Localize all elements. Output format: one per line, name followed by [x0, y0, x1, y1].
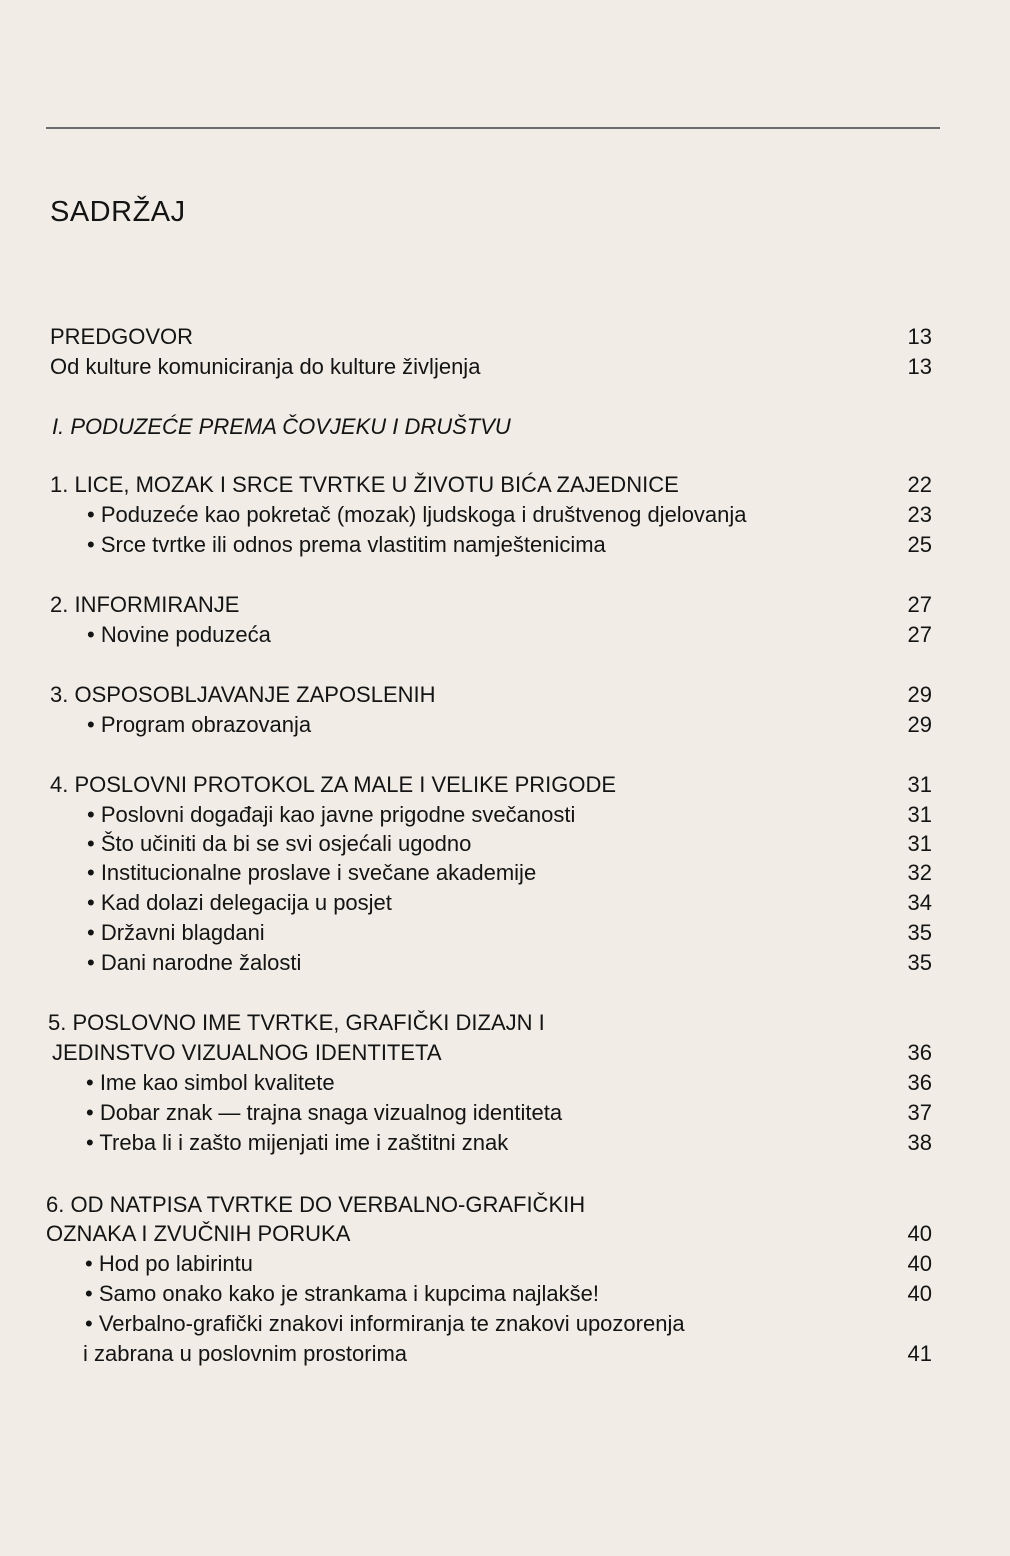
entry-page: 34: [907, 890, 932, 915]
entry-title: 3. OSPOSOBLJAVANJE ZAPOSLENIH: [50, 682, 436, 707]
toc-entry: [0, 948, 1010, 978]
entry-page: 36: [907, 1040, 932, 1065]
entry-page: 29: [907, 682, 932, 707]
entry-title: JEDINSTVO VIZUALNOG IDENTITETA: [52, 1040, 442, 1065]
entry-title: • Poslovni događaji kao javne prigodne svečanosti: [87, 802, 576, 827]
entry-page: 31: [907, 802, 932, 827]
entry-title: • Hod po labirintu: [85, 1251, 253, 1276]
entry-title: OZNAKA I ZVUČNIH PORUKA: [46, 1221, 351, 1246]
toc-entry: [0, 590, 1010, 620]
toc-entry: [0, 1309, 1010, 1339]
toc-entry: [0, 710, 1010, 740]
toc-entry: [0, 829, 1010, 859]
toc-entry: [0, 1339, 1010, 1369]
entry-title: 5. POSLOVNO IME TVRTKE, GRAFIČKI DIZAJN I: [48, 1010, 545, 1035]
toc-entry: [0, 352, 1010, 382]
entry-title: Od kulture komuniciranja do kulture življenja: [50, 354, 481, 379]
entry-title: 6. OD NATPISA TVRTKE DO VERBALNO-GRAFIČKIH: [46, 1192, 586, 1217]
entry-title: • Kad dolazi delegacija u posjet: [87, 890, 392, 915]
entry-title: 4. POSLOVNI PROTOKOL ZA MALE I VELIKE PRIGODE: [50, 772, 617, 797]
toc-heading: SADRŽAJ: [50, 196, 186, 228]
toc-entry: [0, 500, 1010, 530]
part-title: I. PODUZEĆE PREMA ČOVJEKU I DRUŠTVU: [52, 414, 511, 439]
entry-page: 41: [907, 1341, 932, 1366]
entry-page: 29: [907, 712, 932, 737]
entry-page: 38: [907, 1130, 932, 1155]
entry-page: 40: [907, 1281, 932, 1306]
entry-page: 13: [907, 324, 932, 349]
entry-title: • Treba li i zašto mijenjati ime i zaštitni znak: [86, 1130, 509, 1155]
entry-page: 32: [907, 860, 932, 885]
entry-page: 35: [907, 950, 932, 975]
toc-entry: [0, 800, 1010, 830]
entry-title: • Ime kao simbol kvalitete: [86, 1070, 335, 1095]
entry-page: 40: [907, 1221, 932, 1246]
entry-title: PREDGOVOR: [50, 324, 194, 349]
entry-title: • Verbalno-grafički znakovi informiranja te znakovi upozorenja: [85, 1311, 685, 1336]
toc-entry: [0, 1098, 1010, 1128]
entry-title: • Srce tvrtke ili odnos prema vlastitim namještenicima: [87, 532, 606, 557]
entry-title: • Dani narodne žalosti: [87, 950, 302, 975]
entry-title: • Poduzeće kao pokretač (mozak) ljudskoga i društvenog djelovanja: [87, 502, 747, 527]
toc-entry: [0, 470, 1010, 500]
entry-page: 31: [907, 831, 932, 856]
toc-entry: [0, 1219, 1010, 1249]
toc-entry: [0, 858, 1010, 888]
toc-entry: [0, 1279, 1010, 1309]
toc-entry: [0, 322, 1010, 352]
entry-title: • Dobar znak — trajna snaga vizualnog identiteta: [86, 1100, 563, 1125]
entry-page: 36: [907, 1070, 932, 1095]
entry-page: 23: [907, 502, 932, 527]
entry-title: 1. LICE, MOZAK I SRCE TVRTKE U ŽIVOTU BIĆA ZAJEDNICE: [50, 472, 679, 497]
entry-title: • Što učiniti da bi se svi osjećali ugodno: [87, 831, 472, 856]
entry-title: • Državni blagdani: [87, 920, 265, 945]
entry-title: • Novine poduzeća: [87, 622, 271, 647]
toc-entry: [0, 412, 1010, 442]
entry-page: 27: [907, 622, 932, 647]
top-rule: [46, 127, 940, 129]
entry-title: 2. INFORMIRANJE: [50, 592, 240, 617]
entry-page: 37: [907, 1100, 932, 1125]
toc-entry: [0, 680, 1010, 710]
toc-entry: [0, 888, 1010, 918]
entry-page: 35: [907, 920, 932, 945]
toc-entry: [0, 1249, 1010, 1279]
toc-entry: [0, 530, 1010, 560]
entry-page: 40: [907, 1251, 932, 1276]
entry-title: i zabrana u poslovnim prostorima: [83, 1341, 408, 1366]
toc-entry: [0, 1190, 1010, 1220]
entry-title: • Institucionalne proslave i svečane akademije: [87, 860, 537, 885]
entry-title: • Program obrazovanja: [87, 712, 312, 737]
entry-page: 31: [907, 772, 932, 797]
toc-entry: [0, 620, 1010, 650]
toc-entry: [0, 1128, 1010, 1158]
toc-entry: [0, 918, 1010, 948]
entry-page: 25: [907, 532, 932, 557]
entry-page: 22: [907, 472, 932, 497]
toc-entry: [0, 770, 1010, 800]
entry-page: 13: [907, 354, 932, 379]
toc-entry: [0, 1008, 1010, 1038]
entry-page: 27: [907, 592, 932, 617]
toc-entry: [0, 1068, 1010, 1098]
entry-title: • Samo onako kako je strankama i kupcima najlakše!: [85, 1281, 599, 1306]
toc-entry: [0, 1038, 1010, 1068]
